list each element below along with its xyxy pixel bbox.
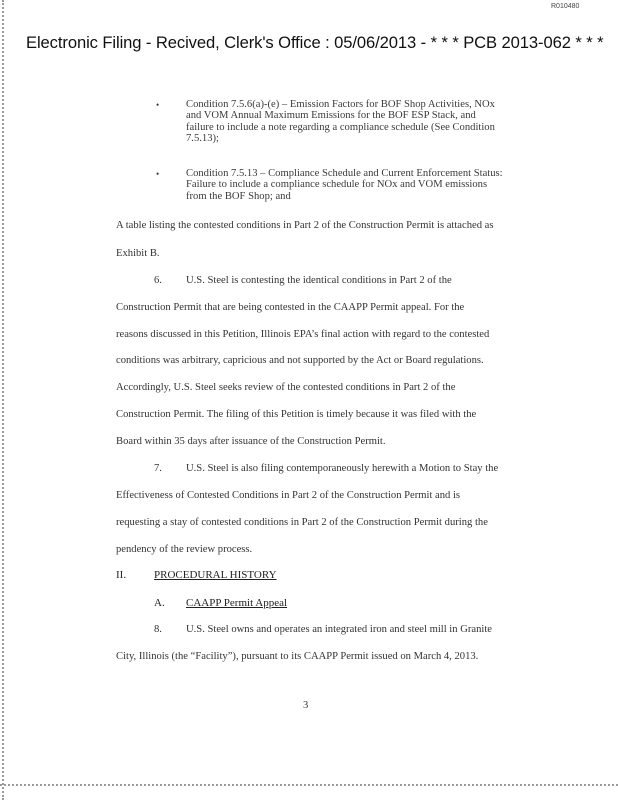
scan-bottom-edge [0, 784, 618, 788]
body-line: Exhibit B. [116, 248, 160, 259]
scan-left-edge [2, 0, 6, 800]
body-line: U.S. Steel is also filing contemporaneously herewith a Motion to Stay the [186, 463, 499, 474]
body-line: City, Illinois (the “Facility”), pursuant to its CAAPP Permit issued on March 4, 2013. [116, 651, 479, 662]
bullet-line: from the BOF Shop; and [186, 190, 291, 202]
body-line: U.S. Steel owns and operates an integrated iron and steel mill in Granite [186, 624, 492, 635]
paragraph-number: 7. [154, 463, 162, 474]
bullet-line: Failure to include a compliance schedule for NOx and VOM emissions [186, 179, 488, 191]
body-line: Construction Permit that are being contested in the CAAPP Permit appeal. For the [116, 302, 465, 313]
bullet-icon: • [156, 100, 160, 110]
page-number: 3 [303, 700, 309, 711]
body-line: Effectiveness of Contested Conditions in Part 2 of the Construction Permit and is [116, 490, 461, 501]
body-line: pendency of the review process. [116, 544, 253, 555]
body-line: requesting a stay of contested conditions in Part 2 of the Construction Permit during the [116, 517, 488, 528]
paragraph-number: 8. [154, 624, 162, 635]
bullet-line: and VOM Annual Maximum Emissions for the BOF ESP Stack, and [186, 110, 476, 122]
section-heading: PROCEDURAL HISTORY [154, 569, 277, 581]
body-line: conditions was arbitrary, capricious and not supported by the Act or Board regulations. [116, 355, 484, 366]
body-line: reasons discussed in this Petition, Illinois EPA’s final action with regard to the contested [116, 329, 490, 340]
body-line: Accordingly, U.S. Steel seeks review of the contested conditions in Part 2 of the [116, 382, 456, 393]
subsection-letter: A. [154, 597, 165, 609]
bullet-line: 7.5.13); [186, 133, 219, 145]
bullet-item [186, 168, 538, 202]
body-line: A table listing the contested conditions in Part 2 of the Construction Permit is attached as [116, 220, 494, 231]
bullet-line: Condition 7.5.13 – Compliance Schedule and Current Enforcement Status: [186, 168, 503, 179]
body-line: U.S. Steel is contesting the identical conditions in Part 2 of the [186, 275, 452, 286]
document-id: R010480 [551, 3, 580, 10]
bullet-item [186, 99, 538, 145]
bullet-icon: • [156, 169, 160, 179]
bullet-line: failure to include a note regarding a compliance schedule (See Condition [186, 121, 495, 133]
paragraph-number: 6. [154, 275, 162, 286]
bullet-line: Condition 7.5.6(a)-(e) – Emission Factors for BOF Shop Activities, NOx [186, 99, 495, 110]
section-numeral: II. [116, 569, 127, 581]
subsection-heading: CAAPP Permit Appeal [186, 597, 288, 609]
filing-header: Electronic Filing - Recived, Clerk's Office : 05/06/2013 - * * * PCB 2013-062 * * * [26, 33, 604, 52]
body-line: Board within 35 days after issuance of the Construction Permit. [116, 436, 386, 447]
body-line: Construction Permit. The filing of this Petition is timely because it was filed with the [116, 409, 477, 420]
